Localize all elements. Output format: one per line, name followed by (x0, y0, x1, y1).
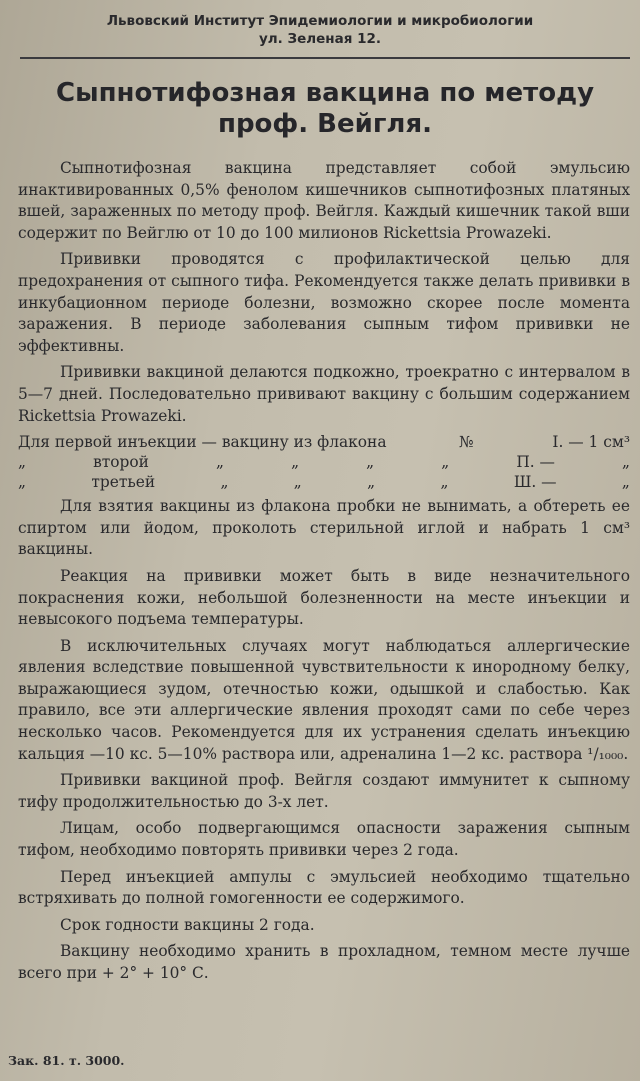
document-body (18, 158, 630, 990)
injection-schedule (18, 432, 630, 492)
injection-row-2: „ второй „ „ „ „ П. — „ (18, 453, 630, 472)
document-header (0, 12, 640, 48)
paragraph: Сыпнотифозная вакцина представляет собой эмульсию инактивированных 0,5% фенолом кишечников сыпнотифозных платяных вшей, зараженных по методу проф. Вейгля. Каждый кишечник такой вши содержит по Вейглю от 10 до 100 милионов Rickettsia Prowazeki. (18, 159, 630, 242)
header-divider (20, 57, 630, 59)
paragraph: Прививки проводятся с профилактической целью для предохранения от сыпного тифа. Рекомендуется также делать прививки в инкубационном периоде болезни, возможно скорее после момента заражения. В периоде заболевания сыпным тифом прививки не эффективны. (18, 250, 630, 355)
title-line-1: Сыпнотифозная вакцина по методу (55, 78, 595, 108)
paragraph: Прививки вакциной делаются подкожно, троекратно с интервалом в 5—7 дней. Последовательно прививают вакцину с большим содержанием Rickettsia Prowazeki. (18, 363, 630, 425)
injection-row-3: „ третьей „ „ „ „ Ш. — „ (18, 473, 630, 492)
paragraph: В исключительных случаях могут наблюдаться аллергические явления вследствие повышенной чувствительности к инородному белку, выражающиеся зудом, отечностью кожи, одышкой и слабостью. Как правило, все эти аллергические явления проходят сами по себе через несколько часов. Рекомендуется для их устранения сделать инъекцию кальция —10 кс. 5—10% раствора или, адреналина 1—2 кс. раствора ¹/₁₀₀₀. (18, 636, 630, 763)
injection-row-1: Для первой инъекции — вакцину из флакона № I. — 1 см³ (18, 433, 630, 452)
institute-name: Львовский Институт Эпидемиологии и микробиологии (106, 13, 534, 29)
paragraph: Срок годности вакцины 2 года. (60, 915, 315, 934)
institute-address: ул. Зеленая 12. (258, 31, 382, 47)
paragraph: Прививки вакциной проф. Вейгля создают иммунитет к сыпному тифу продолжительностью до 3-х лет. (18, 771, 630, 811)
paragraph: Перед инъекцией ампулы с эмульсией необходимо тщательно встряхивать до полной гомогенности ее содержимого. (18, 867, 630, 908)
paragraph: Реакция на прививки может быть в виде незначительного покраснения кожи, небольшой болезненности на месте инъекции и невысокого подъема температуры. (18, 566, 630, 629)
page-title (0, 78, 640, 140)
paragraph: Для взятия вакцины из флакона пробки не вынимать, а обтереть ее спиртом или йодом, проколоть стерильной иглой и набрать 1 см³ вакцины. (18, 497, 630, 559)
print-order-note: Зак. 81. т. 3000. (8, 1053, 125, 1068)
title-line-2: проф. Вейгля. (217, 109, 433, 139)
paragraph: Вакцину необходимо хранить в прохладном, темном месте лучше всего при + 2° + 10° С. (18, 942, 630, 982)
paragraph: Лицам, особо подвергающимся опасности заражения сыпным тифом, необходимо повторять прививки через 2 года. (18, 819, 630, 860)
